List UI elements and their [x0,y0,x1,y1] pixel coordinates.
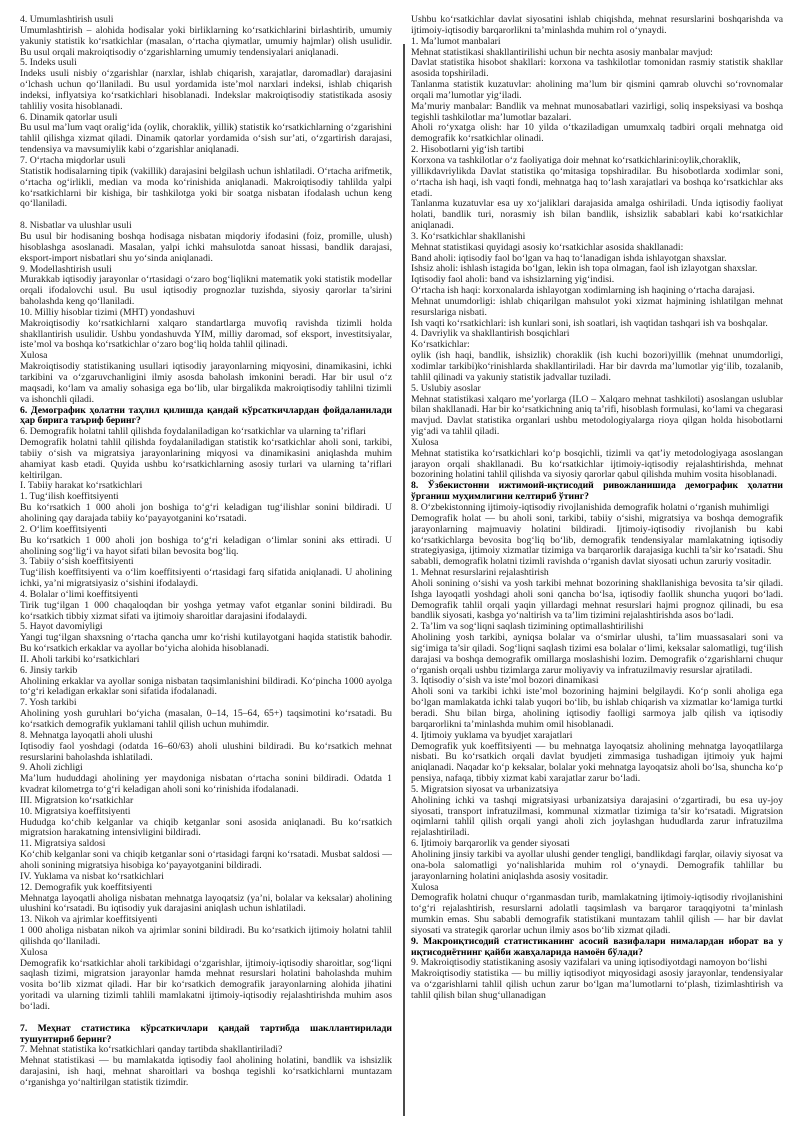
paragraph: 8. O‘zbekistonning ijtimoiy-iqtisodiy rivojlanishida demografik holatni o‘rganish muhimligi [411,501,770,513]
paragraph: Davlat statistika hisobot shakllari: korxona va tashkilotlar tomonidan rasmiy statistik shakllar asosida topshiriladi. [411,57,783,80]
paragraph: Mehnat unumdorligi: ishlab chiqarilgan mahsulot yoki xizmat hajmining ishlatilgan mehnat resurslariga nisbati. [411,295,783,318]
paragraph: Iqtisodiy faol aholi: band va ishsizlarning yig‘indisi. [411,274,615,286]
paragraph: Murakkab iqtisodiy jarayonlar o‘rtasidagi o‘zaro bog‘liqlikni matematik yoki statistik modellar orqali ifodalovchi usul. Bu usul iqtisodiy prognozlar tuzishda, siyosiy qarorlar ta’sirini baholashda keng qo‘llaniladi. [20,274,392,308]
paragraph: Ma’lum hududdagi aholining yer maydoniga nisbatan o‘rtacha sonini bildiradi. Odatda 1 kvadrat kilometrga to‘g‘ri keladigan aholi soni ko‘rinishida ifodalanadi. [20,773,392,796]
paragraph: Aholining yosh guruhlari bo‘yicha (masalan, 0–14, 15–64, 65+) taqsimotini ko‘rsatadi. Bu ko‘rsatkich demografik yuklamani tahlil qilish uchun muhimdir. [20,708,392,730]
paragraph: oylik (ish haqi, bandlik, ishsizlik) choraklik (ish kuchi bozori)yillik (mehnat unumdorligi, xodimlar tarkibi)ko‘rinishlarda shakllantiriladi. Har bir davrda ma’lumotlar yig‘ilib, tozalanib, tahlil qilinadi va yakuniy statistik jadvallar tuziladi. [411,350,783,383]
paragraph: Ishsiz aholi: ishlash istagida bo‘lgan, lekin ish topa olmagan, faol ish izlayotgan shaxslar. [411,263,758,275]
paragraph: Statistik hodisalarning tipik (vakillik) darajasini belgilash uchun ishlatiladi. O‘rtacha arifmetik, o‘rtacha og‘irlikli, median va moda ko‘rinishida aniqlanadi. Makroiqtisodiy tahlilda yalpi ko‘rsatkichlarni bir kishiga, bir tashkilotga yoki bir soatga nisbatan ifodalash uchun keng qo‘llaniladi. [20,165,392,210]
paragraph: Mehnat statistika ko‘rsatkichlari ko‘p bosqichli, tizimli va qat’iy metodologiyaga asoslangan jarayon orqali shakllanadi. Bu ko‘rsatkichlar ijtimoiy-iqtisodiy rejalashtirishda, mehnat bozorining holatini tahlil qilishda va siyosiy qarorlar qabul qilishda muhim vosita hisoblanadi. [411,447,783,481]
paragraph: Aholi ro‘yxatga olish: har 10 yilda o‘tkaziladigan umumxalq tadbiri orqali mehnatga oid demografik ko‘rsatkichlar olinadi. [411,122,783,145]
paragraph: 5. Indeks usuli [20,57,77,69]
paragraph: 3. Ko‘rsatkichlar shakllanishi [411,230,526,242]
paragraph: yillikdavriylikda Davlat statistika qo‘mitasiga topshiradilar. Bu hisobotlarda xodimlar soni, o‘rtacha ish haqi, ish vaqti fondi, mehnatga haq to‘lash xarajatlari va boshqa ko‘rsatkichlar aks etadi. [411,165,783,199]
right-text-column [411,15,783,1120]
paragraph: Bu usul ma’lum vaqt oralig‘ida (oylik, choraklik, yillik) statistik ko‘rsatkichlarning o‘zgarishini tahlil qilishga xizmat qiladi. Dinamik qatorlar yordamida o‘sish sur’ati, o‘zgartirish darajasi, tendensiya va mavsumiylik kabi o‘zgarishlar aniqlanadi. [20,122,392,156]
paragraph: 5. Migratsion siyosat va urbanizatsiya [411,783,559,795]
paragraph: 12. Demografik yuk koeffitsiyenti [20,881,153,893]
paragraph: Mehnat statistikasi xalqaro me’yorlarga (ILO – Xalqaro mehnat tashkiloti) asoslangan uslublar bilan shakllanadi. Har bir ko‘rsatkichning aniq ta’rifi, hisoblash formulasi, ko‘lami va chegarasi mavjud. Davlat statistika organlari ushbu metodologiyalarga rioya qilgan holda hisobotlarni yig‘adi va tahlil qiladi. [411,393,783,438]
paragraph: 4. Bolalar o‘limi koeffitsiyenti [20,588,139,600]
paragraph: Ma’muriy manbalar: Bandlik va mehnat munosabatlari vazirligi, soliq inspeksiyasi va boshqa tegishli tashkilotlar ma’lumotlar bazalari. [411,100,783,123]
paragraph: Demografik holat — bu aholi soni, tarkibi, tabiiy o‘sishi, migratsiya va boshqa demografik jarayonlarning majmuaviy holatini bildiradi. Ijtimoiy-iqtisodiy rivojlanish bu kabi ko‘rsatkichlarga bevosita bog‘liq bo‘lib, demografik tendensiyalar mamlakatning iqtisodiy strategiyasiga, ijtimoiy xizmatlar tizimiga va barqarorlik darajasiga kuchli ta’sir ko‘rsatadi. Shu sababli, demografik holatni tizimli ravishda o‘rganish davlat siyosati uchun zaruriy vositadir. [411,512,783,568]
paragraph: 4. Umumlashtirish usuli [20,15,114,25]
paragraph: 6. Demografik holatni tahlil qilishda foydalaniladigan ko‘rsatkichlar va ularning ta’riflari [20,426,366,438]
paragraph: 9. Aholi zichligi [20,762,83,774]
paragraph: Hududga ko‘chib kelganlar va chiqib ketganlar soni asosida aniqlanadi. Bu ko‘rsatkich migratsion harakatning intensivligini bildiradi. [20,816,392,839]
paragraph: Aholining jinsiy tarkibi va ayollar ulushi gender tengligi, bandlikdagi farqlar, oilaviy siyosat va ona-bola salomatligi yo‘nalishlarida muhim rol o‘ynaydi. Demografik tahlillar bu jarayonlarning holatini aniqlashda asosiy vositadir. [411,848,783,882]
paragraph: Aholi soni va tarkibi ichki iste’mol bozorining hajmini belgilaydi. Ko‘p sonli aholiga ega bo‘lgan mamlakatda ichki talab yuqori bo‘lib, bu ishlab chiqarish va xizmatlar ko‘lamiga turtki beradi. Shu bilan birga, aholining iqtisodiy faolligi sarmoya jalb qilish va iqtisodiy barqarorlikni ta’minlashda muhim omil hisoblanadi. [411,686,783,730]
paragraph: 10. Milliy hisoblar tizimi (MHT) yondashuvi [20,306,195,318]
paragraph: Tug‘ilish koeffitsiyenti va o‘lim koeffitsiyenti o‘rtasidagi farq sifatida aniqlanadi. U aholining ichki, ya’ni migratsiyasiz o‘sishini ifodalaydi. [20,567,392,590]
paragraph: Tanlanma statistik kuzatuvlar: aholining ma’lum bir qismini qamrab oluvchi so‘rovnomalar orqali ma’lumotlar yig‘iladi. [411,79,783,101]
paragraph: Aholining yosh tarkibi, ayniqsa bolalar va o‘smirlar ulushi, ta’lim muassasalari soni va sig‘imiga ta’sir qiladi. Sog‘liqni saqlash tizimi esa bolalar o‘limi, keksalar salomatligi, tug‘ilish darajasi va boshqa demografik omillarga moslashishi lozim. Demografik o‘zgarishlarni chuqur o‘rganish orqali ushbu tizimlarga zarur moliyaviy va infratuzilmaviy resurslar ajratiladi. [411,632,783,676]
paragraph: Xulosa [20,350,48,362]
paragraph: 1. Tug‘ilish koeffitsiyenti [20,491,119,503]
paragraph: Mehnatga layoqatli aholiga nisbatan mehnatga layoqatsiz (ya’ni, bolalar va keksalar) aholining ulushini ko‘rsatadi. Bu iqtisodiy yuk darajasini aniqlash uchun ishlatiladi. [20,892,392,915]
paragraph: III. Migratsion ko‘rsatkichlar [20,794,134,806]
paragraph: 4. Davriylik va shakllantirish bosqichlari [411,328,570,340]
paragraph: Tanlanma kuzatuvlar esa uy xo‘jaliklari darajasida amalga oshiriladi. Unda iqtisodiy faoliyat holati, bandlik turi, norasmiy ish bilan bandlik, ishsizlik sabablari kabi ko‘rsatkichlar aniqlanadi. [411,198,783,232]
paragraph: IV. Yuklama va nisbat ko‘rsatkichlari [20,870,164,882]
paragraph: Demografik holatni tahlil qilishda foydalaniladigan statistik ko‘rsatkichlar aholi soni, tarkibi, tabiiy o‘sish va migratsiya jarayonlarining miqyosi va dinamikasini aniqlashda muhim ahamiyat kasb etadi. Quyida ushbu ko‘rsatkichlarning asosiy turlari va ularning ta’riflari keltirilgan. [20,437,392,481]
paragraph: Iqtisodiy faol yoshdagi (odatda 16–60/63) aholi ulushini bildiradi. Bu ko‘rsatkich mehnat resurslarini baholashda ishlatiladi. [20,740,392,763]
paragraph: Xulosa [20,946,48,958]
paragraph: Demografik ko‘rsatkichlar aholi tarkibidagi o‘zgarishlar, ijtimoiy-iqtisodiy sharoitlar, sog‘liqni saqlash tizimi, migratsion jarayonlar hamda mehnat resurslari holatini baholashda muhim vosita bo‘lib xizmat qiladi. Har bir ko‘rsatkich demografik jarayonlarning alohida jihatini yoritadi va ularning tizimli tahlili mamlakatni ijtimoiy-iqtisodiy rejalashtirishda muhim asos bo‘ladi. [20,957,392,1012]
paragraph: 4. Ijtimoiy yuklama va byudjet xarajatlari [411,729,573,741]
paragraph: Aholi sonining o‘sishi va yosh tarkibi mehnat bozorining shakllanishiga bevosita ta’sir qiladi. Ishga layoqatli yoshdagi aholi soni qancha bo‘lsa, iqtisodiy faollik shuncha yuqori bo‘ladi. Demografik tahlil orqali yaqin yillardagi mehnat resurslari hajmi prognoz qilinadi, bu esa bandlik siyosati, kasbga yo‘naltirish va ta’lim tizimini rejalashtirishda asos bo‘ladi. [411,577,783,622]
paragraph: Band aholi: iqtisodiy faol bo‘lgan va haq to‘lanadigan ishda ishlayotgan shaxslar. [411,252,727,264]
paragraph: Aholining erkaklar va ayollar soniga nisbatan taqsimlanishini bildiradi. Ko‘pincha 1000 ayolga to‘g‘ri keladigan erkaklar soni sifatida ifodalanadi. [20,675,392,698]
paragraph: Tirik tug‘ilgan 1 000 chaqaloqdan bir yoshga yetmay vafot etganlar sonini bildiradi. Bu ko‘rsatkich tibbiy xizmat sifati va ijtimoiy sharoitlar darajasini ifodalaydi. [20,599,392,622]
paragraph: 3. Iqtisodiy o‘sish va iste’mol bozori dinamikasi [411,675,599,687]
paragraph: Korxona va tashkilotlar o‘z faoliyatiga doir mehnat ko‘rsatkichlarini:oylik,choraklik, [411,154,741,166]
paragraph: 10. Migratsiya koeffitsiyenti [20,805,131,817]
paragraph: Makroiqtisodiy ko‘rsatkichlarni xalqaro standartlarga muvofiq ravishda tizimli holda shakllantirish usulidir. Ushbu yondashuvda YIM, milliy daromad, sof eksport, investitsiyalar, iste’mol va boshqa ko‘rsatkichlar o‘zaro bog‘liq holda tahlil qilinadi. [20,317,392,351]
paragraph: Ushbu ko‘rsatkichlar davlat siyosatini ishlab chiqishda, mehnat resurslarini boshqarishda va ijtimoiy-iqtisodiy barqarorlikni ta’minlashda muhim rol o‘ynaydi. [411,15,783,36]
paragraph: 8. Mehnatga layoqatli aholi ulushi [20,729,153,741]
paragraph: II. Aholi tarkibi ko‘rsatkichlari [20,653,140,665]
paragraph: I. Tabiiy harakat ko‘rsatkichlari [20,480,143,492]
paragraph: 6. Ijtimoiy barqarorlik va gender siyosati [411,838,570,850]
question-heading: 7. Меҳнат статистика кўрсаткичлари қандай тартибда шакллантирилади тушунтириб беринг? [20,1022,392,1045]
paragraph: 1. Ma’lumot manbalari [411,35,501,47]
paragraph: 1. Mehnat resurslarini rejalashtirish [411,567,549,579]
paragraph: 7. Mehnat statistika ko‘rsatkichlari qanday tartibda shakllantiriladi? [20,1044,283,1056]
paragraph: 6. Dinamik qatorlar usuli [20,111,118,123]
paragraph: Ish vaqti ko‘rsatkichlari: ish kunlari soni, ish soatlari, ish vaqtidan tashqari ish va boshqalar. [411,317,768,329]
question-heading: 8. Ўзбекистонни ижтимоий-иқтисодий ривожланишида демографик ҳолатни ўрганиш муҳимлигини келтириб ўтинг? [411,480,783,503]
paragraph: Ko‘chib kelganlar soni va chiqib ketganlar soni o‘rtasidagi farqni ko‘rsatadi. Musbat saldosi — aholi sonining migratsiya hisobiga ko‘payayotganini bildiradi. [20,849,392,871]
question-heading: 6. Демографик ҳолатни таҳлил қилишда қандай кўрсаткичлардан фойдаланилади ҳар бирига таъриф беринг? [20,404,392,427]
paragraph: Makroiqtisodiy statistikaning usullari iqtisodiy jarayonlarning miqyosini, dinamikasini, ichki tarkibini va o‘zgaruvchanligini ilmiy asosda baholash imkonini beradi. Har bir usul o‘z maqsadi, ko‘lam va amaliy sohasiga ega bo‘lib, ular birgalikda makroiqtisodiy tahlilni tizimli va ishonchli qiladi. [20,361,392,405]
question-heading: 9. Макроиқтисодий статистиканинг асосий вазифалари нималардан иборат ва у иқтисодиётнинг қайби жавҳаларида намоён бўлади? [411,935,783,958]
paragraph: Mehnat statistikasi shakllantirilishi uchun bir nechta asosiy manbalar mavjud: [411,46,713,58]
paragraph: Bu ko‘rsatkich 1 000 aholi jon boshiga to‘g‘ri keladigan tug‘ilishlar sonini bildiradi. U aholining qay darajada tabiiy ko‘payayotganini ko‘rsatadi. [20,502,392,524]
paragraph: Mehnat statistikasi — bu mamlakatda iqtisodiy faol aholining holatini, bandlik va ishsizlik darajasini, ish haqi, mehnat sharoitlari va boshqa tegishli ko‘rsatkichlarni muntazam o‘rganishga yo‘naltirilgan statistik tizimdir. [20,1055,392,1088]
paragraph: Indeks usuli nisbiy o‘zgarishlar (narxlar, ishlab chiqarish, xarajatlar, daromadlar) darajasini o‘lchash uchun qo‘llaniladi. Bu usul yordamida iste’mol narxlari indeksi, ishlab chiqarish indeksi, inflyatsiya ko‘rsatkichlari hisoblanadi. Indekslar makroiqtisodiy statistikada asosiy tahliliy vosita hisoblanadi. [20,68,392,112]
paragraph: Ko‘rsatkichlar: [411,339,470,351]
paragraph: Bu ko‘rsatkich 1 000 aholi jon boshiga to‘g‘ri keladigan o‘limlar sonini aks ettiradi. U aholining sog‘lig‘i va hayot sifati bilan bevosita bog‘liq. [20,534,392,557]
paragraph: Xulosa [411,881,439,893]
paragraph: Makroiqtisodiy statistika — bu milliy iqtisodiyot miqyosidagi asosiy jarayonlar, tendensiyalar va o‘zgarishlarni tahlil qilish uchun zarur bo‘lgan ma’lumotlarni to‘plash, tizimlashtirish va tahlil qilish bilan shug‘ullanadigan [411,968,783,1001]
column-divider-line [403,44,405,1116]
paragraph: 6. Jinsiy tarkib [20,664,78,676]
paragraph: 13. Nikoh va ajrimlar koeffitsiyenti [20,914,158,926]
paragraph: 3. Tabiiy o‘sish koeffitsiyenti [20,556,134,568]
paragraph: Xulosa [411,436,439,448]
left-text-column [20,15,392,1120]
paragraph: 7. Yosh tarkibi [20,697,77,709]
paragraph: 8. Nisbatlar va ulushlar usuli [20,220,132,232]
paragraph: 9. Makroiqtisodiy statistikaning asosiy vazifalari va uning iqtisodiyotdagi namoyon bo‘lishi [411,957,768,969]
paragraph: 2. Hisobotlarni yig‘ish tartibi [411,144,525,156]
paragraph: Demografik holatni chuqur o‘rganmasdan turib, mamlakatning ijtimoiy-iqtisodiy rivojlanishini to‘g‘ri rejalashtirish, resurslarni adolatli taqsimlash va barqaror taraqqiyotni ta’minlash mumkin emas. Shu sababli demografik statistikani muntazam tahlil qilish — har bir davlat siyosati va strategik qarorlar uchun ilmiy asos bo‘lib xizmat qiladi. [411,892,783,936]
paragraph: Mehnat statistikasi quyidagi asosiy ko‘rsatkichlar asosida shakllanadi: [411,241,684,253]
paragraph: 11. Migratsiya saldosi [20,838,106,850]
paragraph: 7. O‘rtacha miqdorlar usuli [20,154,126,166]
paragraph: Umumlashtirish – alohida hodisalar yoki birliklarning ko‘rsatkichlarini birlashtirib, umumiy yakuniy statistik ko‘rsatkichlar (masalan, o‘rtacha qiymatlar, umumiy hajmlar) olish usulidir. Bu usul orqali makroiqtisodiy o‘zgarishlarning umumiy tendensiyalari aniqlanadi. [20,24,392,58]
paragraph: 1 000 aholiga nisbatan nikoh va ajrimlar sonini bildiradi. Bu ko‘rsatkich ijtimoiy holatni tahlil qilishda qo‘llaniladi. [20,925,392,947]
paragraph: 5. Uslubiy asoslar [411,382,481,394]
paragraph: 2. O‘lim koeffitsiyenti [20,523,107,535]
paragraph: 9. Modellashtirish usuli [20,263,112,275]
paragraph: 5. Hayot davomiyligi [20,621,103,633]
paragraph: Demografik yuk koeffitsiyenti — bu mehnatga layoqatsiz aholining mehnatga layoqatlilarga nisbati. Bu ko‘rsatkich orqali davlat byudjeti zimmasiga tushadigan ijtimoiy yuk hajmi aniqlanadi. Naqadar ko‘p keksalar, bolalar yoki mehnatga layoqatsiz aholi bo‘lsa, shuncha ko‘p pensiya, nafaqa, tibbiy xizmat kabi xarajatlar zarur bo‘ladi. [411,740,783,785]
paragraph: O‘rtacha ish haqi: korxonalarda ishlayotgan xodimlarning ish haqining o‘rtacha darajasi. [411,285,755,297]
paragraph: Aholining ichki va tashqi migratsiyasi urbanizatsiya darajasini o‘zgartiradi, bu esa uy-joy siyosati, transport infratuzilmasi, kommunal xizmatlar tizimiga ta’sir ko‘rsatadi. Migratsion oqimlarni tahlil qilish orqali yangi aholi zich joylashgan hududlarda zarur infratuzilma rejalashtiriladi. [411,794,783,839]
paragraph: 2. Ta’lim va sog‘liqni saqlash tizimining optimallashtirilishi [411,621,644,633]
paragraph: Bu usul bir hodisaning boshqa hodisaga nisbatan miqdoriy ifodasini (foiz, promille, ulush) hisoblashga asoslanadi. Masalan, yalpi ichki mahsulotda sanoat hissasi, bandlik darajasi, eksport-import nisbatlari shu yo‘sinda aniqlanadi. [20,231,392,264]
paragraph: Yangi tug‘ilgan shaxsning o‘rtacha qancha umr ko‘rishi kutilayotgani haqida statistik bahodir. Bu ko‘rsatkich erkaklar va ayollar bo‘yicha alohida hisoblanadi. [20,632,392,655]
